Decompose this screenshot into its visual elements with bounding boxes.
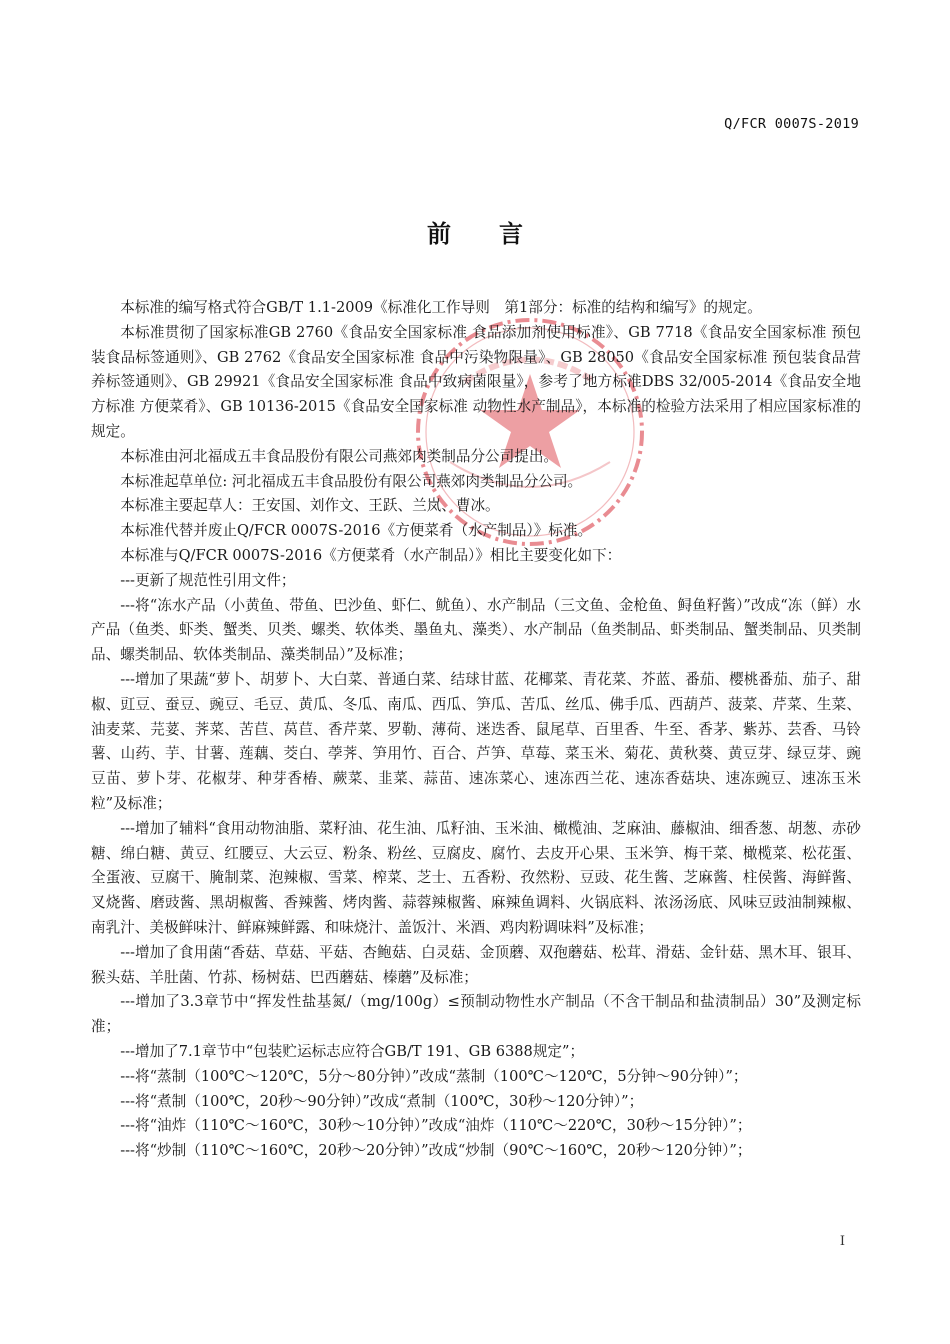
document-code: Q/FCR 0007S-2019 [724,116,859,132]
change-item: ---增加了7.1章节中“包装贮运标志应符合GB/T 191、GB 6388规定”； [120,1042,585,1060]
paragraph: 本标准起草单位: 河北福成五丰食品股份有限公司燕郊肉类制品分公司。 [120,472,583,490]
paragraph: 本标准主要起草人：王安国、刘作文、王跃、兰岚、曹冰。 [120,497,500,515]
change-item: ---将“油炸（110℃～160℃，30秒～10分钟）”改成“油炸（110℃～220℃，30秒～15分钟）”； [120,1117,752,1135]
change-item: ---将“蒸制（100℃～120℃，5分～80分钟）”改成“蒸制（100℃～120℃，5分钟～90分钟）”； [120,1067,748,1085]
paragraph: 本标准由河北福成五丰食品股份有限公司燕郊肉类制品分公司提出。 [120,447,559,465]
preface-body [91,296,861,1164]
page-title: 前言 [427,220,571,248]
change-item: ---将“煮制（100℃，20秒～90分钟）”改成“煮制（100℃，30秒～120分钟）”； [120,1092,644,1110]
change-item: ---更新了规范性引用文件； [120,571,296,589]
paragraph: 本标准的编写格式符合GB/T 1.1-2009《标准化工作导则 第1部分：标准的结构和编写》的规定。 [120,299,762,316]
change-item: ---增加了果蔬“萝卜、胡萝卜、大白菜、普通白菜、结球甘蓝、花椰菜、青花菜、芥蓝、番茄、樱桃番茄、茄子、甜椒、豇豆、蚕豆、豌豆、毛豆、黄瓜、冬瓜、南瓜、西瓜、笋瓜、苦瓜、丝瓜、佛手瓜、西葫芦、菠菜、芹菜、生菜、油麦菜、芫荽、荠菜、苦苣、莴苣、香芹菜、罗勒、薄荷、迷迭香、鼠尾草、百里香、牛至、香茅、紫苏、芸香、马铃薯、山药、芋、甘薯、莲藕、茭白、荸荠、笋用竹、百合、芦笋、草莓、菜玉米、菊花、黄秋葵、黄豆芽、绿豆芽、豌豆苗、萝卜芽、花椒芽、种芽香椿、蕨菜、韭菜、蒜苗、速冻菜心、速冻西兰花、速冻香菇块、速冻豌豆、速冻玉米粒”及标准； [91,670,861,812]
change-item: ---将“炒制（110℃～160℃，20秒～20分钟）”改成“炒制（90℃～160℃，20秒～120分钟）”； [120,1142,752,1160]
change-item: ---增加了辅料“食用动物油脂、菜籽油、花生油、瓜籽油、玉米油、橄榄油、芝麻油、藤椒油、细香葱、胡葱、赤砂糖、绵白糖、黄豆、红腰豆、大云豆、粉条、粉丝、豆腐皮、腐竹、去皮开心果、玉米笋、梅干菜、橄榄菜、松花蛋、全蛋液、豆腐干、腌制菜、泡辣椒、雪菜、榨菜、芝士、五香粉、孜然粉、豆豉、花生酱、芝麻酱、柱侯酱、海鲜酱、叉烧酱、磨豉酱、黑胡椒酱、香辣酱、烤肉酱、蒜蓉辣椒酱、麻辣鱼调料、火锅底料、浓汤汤底、风味豆豉油制辣椒、南乳汁、美极鲜味汁、鲜麻辣鲜露、和味烧汁、盖饭汁、米酒、鸡肉粉调味料”及标准； [91,819,861,936]
paragraph: 本标准代替并废止Q/FCR 0007S-2016《方便菜肴（水产制品）》标准。 [120,522,593,540]
change-item: ---增加了食用菌“香菇、草菇、平菇、杏鲍菇、白灵菇、金顶蘑、双孢蘑菇、松茸、滑菇、金针菇、黑木耳、银耳、猴头菇、羊肚菌、竹荪、杨树菇、巴西蘑菇、榛蘑”及标准； [91,943,861,986]
change-item: ---增加了3.3章节中“挥发性盐基氮/（mg/100g）≤预制动物性水产制品（不含干制品和盐渍制品）30”及测定标准； [91,993,861,1036]
page-number: I [839,1234,845,1249]
change-item: ---将“冻水产品（小黄鱼、带鱼、巴沙鱼、虾仁、鱿鱼）、水产制品（三文鱼、金枪鱼、鲟鱼籽酱）”改成“冻（鲜）水产品（鱼类、虾类、蟹类、贝类、螺类、软体类、墨鱼丸、藻类）、水产制品（鱼类制品、虾类制品、蟹类制品、贝类制品、螺类制品、软体类制品、藻类制品）”及标准； [91,596,861,664]
paragraph: 本标准与Q/FCR 0007S-2016《方便菜肴（水产制品）》相比主要变化如下： [120,546,622,564]
paragraph: 本标准贯彻了国家标准GB 2760《食品安全国家标准 食品添加剂使用标准》、GB 7718《食品安全国家标准 预包装食品标签通则》、GB 2762《食品安全国家标准 食品中污染物限量》、GB 28050《食品安全国家标准 预包装食品营养标签通则》、GB 29921《食品安全国家标准 食品中致病菌限量》，参考了地方标准DBS 32/005-2014《食品安全地方标准 方便菜肴》、GB 10136-2015《食品安全国家标准 动物性水产制品》，本标准的检验方法采用了相应国家标准的规定。 [91,323,861,440]
